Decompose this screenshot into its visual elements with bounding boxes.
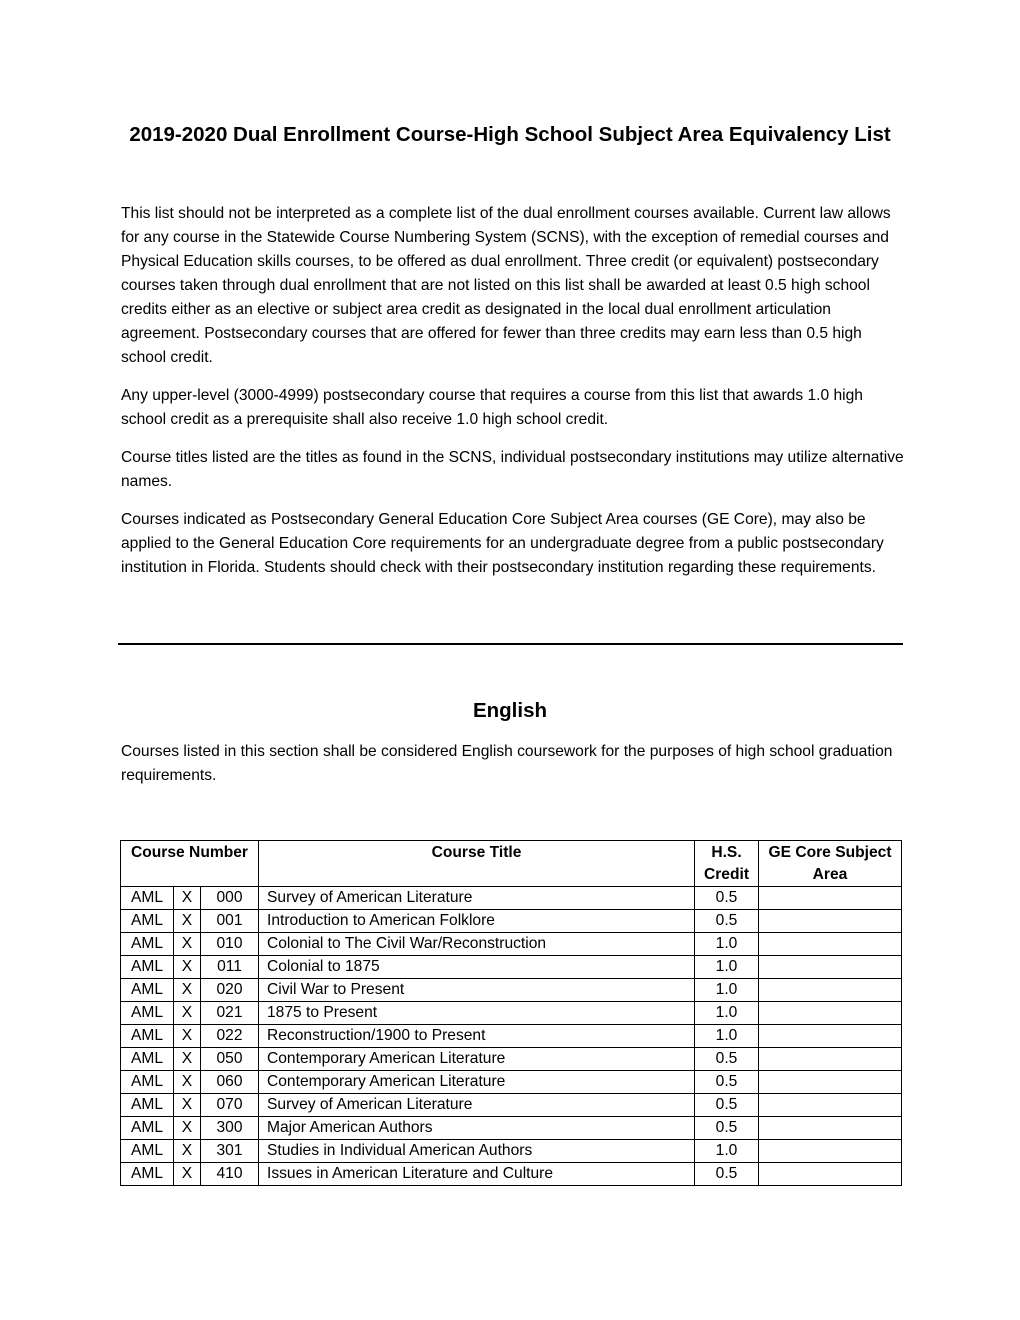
table-row: [121, 979, 902, 1002]
course-prefix: AML: [121, 1140, 174, 1163]
hs-credit: 1.0: [695, 979, 759, 1002]
ge-core-area: [759, 887, 902, 910]
course-title: Studies in Individual American Authors: [259, 1140, 695, 1163]
course-title: Survey of American Literature: [259, 1094, 695, 1117]
section-divider: [118, 643, 903, 645]
intro-paragraph: Course titles listed are the titles as found in the SCNS, individual postsecondary institutions may utilize alternative names.: [121, 449, 904, 490]
course-rows: [121, 887, 902, 1186]
course-title: Issues in American Literature and Culture: [259, 1163, 695, 1186]
table-row: [121, 956, 902, 979]
course-level: X: [174, 1140, 201, 1163]
course-number: 000: [201, 887, 259, 910]
hs-credit: 0.5: [695, 910, 759, 933]
section-title: English: [472, 699, 548, 722]
course-level: X: [174, 979, 201, 1002]
course-title: Colonial to 1875: [259, 956, 695, 979]
course-table: [120, 840, 902, 1186]
hs-credit: 0.5: [695, 887, 759, 910]
course-number: 060: [201, 1071, 259, 1094]
hs-credit: 1.0: [695, 933, 759, 956]
course-title: Major American Authors: [259, 1117, 695, 1140]
table-header-row: [121, 841, 902, 887]
course-level: X: [174, 887, 201, 910]
table-row: [121, 1140, 902, 1163]
hs-credit: 1.0: [695, 956, 759, 979]
course-prefix: AML: [121, 956, 174, 979]
table-row: [121, 887, 902, 910]
table-row: [121, 1002, 902, 1025]
ge-core-area: [759, 1163, 902, 1186]
ge-core-area: [759, 1117, 902, 1140]
course-title: Contemporary American Literature: [259, 1071, 695, 1094]
hs-credit: 1.0: [695, 1140, 759, 1163]
course-number: 001: [201, 910, 259, 933]
table-row: [121, 1094, 902, 1117]
course-number: 070: [201, 1094, 259, 1117]
ge-core-area: [759, 979, 902, 1002]
header-course-title: Course Title: [259, 841, 695, 887]
course-prefix: AML: [121, 979, 174, 1002]
course-title: Reconstruction/1900 to Present: [259, 1025, 695, 1048]
course-number: 410: [201, 1163, 259, 1186]
course-title: Contemporary American Literature: [259, 1048, 695, 1071]
course-title: Civil War to Present: [259, 979, 695, 1002]
course-level: X: [174, 1117, 201, 1140]
table-row: [121, 1117, 902, 1140]
table-row: [121, 933, 902, 956]
intro-paragraph: This list should not be interpreted as a complete list of the dual enrollment courses available. Current law allows for any course in the Statewide Course Numbering System (SCNS), with the exception of remedial courses and Physical Education skills courses, to be offered as dual enrollment. Three credit (or equivalent) postsecondary courses taken through dual enrollment that are not listed on this list shall be awarded at least 0.5 high school credits either as an elective or subject area credit as designated in the local dual enrollment articulation agreement. Postsecondary courses that are offered for fewer than three credits may earn less than 0.5 high school credit.: [121, 205, 891, 366]
hs-credit: 0.5: [695, 1117, 759, 1140]
table-row: [121, 1163, 902, 1186]
table-row: [121, 1071, 902, 1094]
course-number: 050: [201, 1048, 259, 1071]
course-level: X: [174, 1048, 201, 1071]
course-title: Colonial to The Civil War/Reconstruction: [259, 933, 695, 956]
course-prefix: AML: [121, 1048, 174, 1071]
course-prefix: AML: [121, 933, 174, 956]
course-number: 010: [201, 933, 259, 956]
page-title: 2019-2020 Dual Enrollment Course-High School Subject Area Equivalency List: [129, 123, 891, 146]
course-prefix: AML: [121, 1071, 174, 1094]
course-level: X: [174, 1094, 201, 1117]
course-prefix: AML: [121, 1117, 174, 1140]
course-number: 300: [201, 1117, 259, 1140]
intro-text: [121, 202, 906, 594]
table-row: [121, 1048, 902, 1071]
intro-paragraph: Courses indicated as Postsecondary General Education Core Subject Area courses (GE Core), may also be applied to the General Education Core requirements for an undergraduate degree from a public postsecondary institution in Florida. Students should check with their postsecondary institution regarding these requirements.: [121, 511, 884, 576]
header-hs-credit: H.S. Credit: [695, 841, 759, 887]
header-ge-core: GE Core Subject Area: [759, 841, 902, 887]
hs-credit: 0.5: [695, 1048, 759, 1071]
course-number: 011: [201, 956, 259, 979]
header-course-number: Course Number: [121, 841, 259, 887]
table-row: [121, 910, 902, 933]
ge-core-area: [759, 1140, 902, 1163]
course-level: X: [174, 933, 201, 956]
ge-core-area: [759, 910, 902, 933]
course-title: Survey of American Literature: [259, 887, 695, 910]
course-level: X: [174, 1025, 201, 1048]
table-row: [121, 1025, 902, 1048]
course-title: Introduction to American Folklore: [259, 910, 695, 933]
course-title: 1875 to Present: [259, 1002, 695, 1025]
hs-credit: 1.0: [695, 1025, 759, 1048]
course-number: 020: [201, 979, 259, 1002]
course-number: 301: [201, 1140, 259, 1163]
hs-credit: 0.5: [695, 1163, 759, 1186]
ge-core-area: [759, 1071, 902, 1094]
course-prefix: AML: [121, 887, 174, 910]
course-prefix: AML: [121, 910, 174, 933]
course-number: 022: [201, 1025, 259, 1048]
course-prefix: AML: [121, 1002, 174, 1025]
course-level: X: [174, 910, 201, 933]
course-prefix: AML: [121, 1163, 174, 1186]
course-level: X: [174, 1002, 201, 1025]
course-level: X: [174, 1071, 201, 1094]
course-level: X: [174, 956, 201, 979]
hs-credit: 1.0: [695, 1002, 759, 1025]
ge-core-area: [759, 1094, 902, 1117]
ge-core-area: [759, 956, 902, 979]
course-level: X: [174, 1163, 201, 1186]
course-prefix: AML: [121, 1094, 174, 1117]
course-prefix: AML: [121, 1025, 174, 1048]
ge-core-area: [759, 933, 902, 956]
ge-core-area: [759, 1048, 902, 1071]
hs-credit: 0.5: [695, 1071, 759, 1094]
ge-core-area: [759, 1025, 902, 1048]
course-number: 021: [201, 1002, 259, 1025]
section-description: Courses listed in this section shall be considered English coursework for the purposes of high school graduation requirements.: [121, 743, 893, 784]
hs-credit: 0.5: [695, 1094, 759, 1117]
ge-core-area: [759, 1002, 902, 1025]
intro-paragraph: Any upper-level (3000-4999) postsecondary course that requires a course from this list that awards 1.0 high school credit as a prerequisite shall also receive 1.0 high school credit.: [121, 387, 863, 428]
